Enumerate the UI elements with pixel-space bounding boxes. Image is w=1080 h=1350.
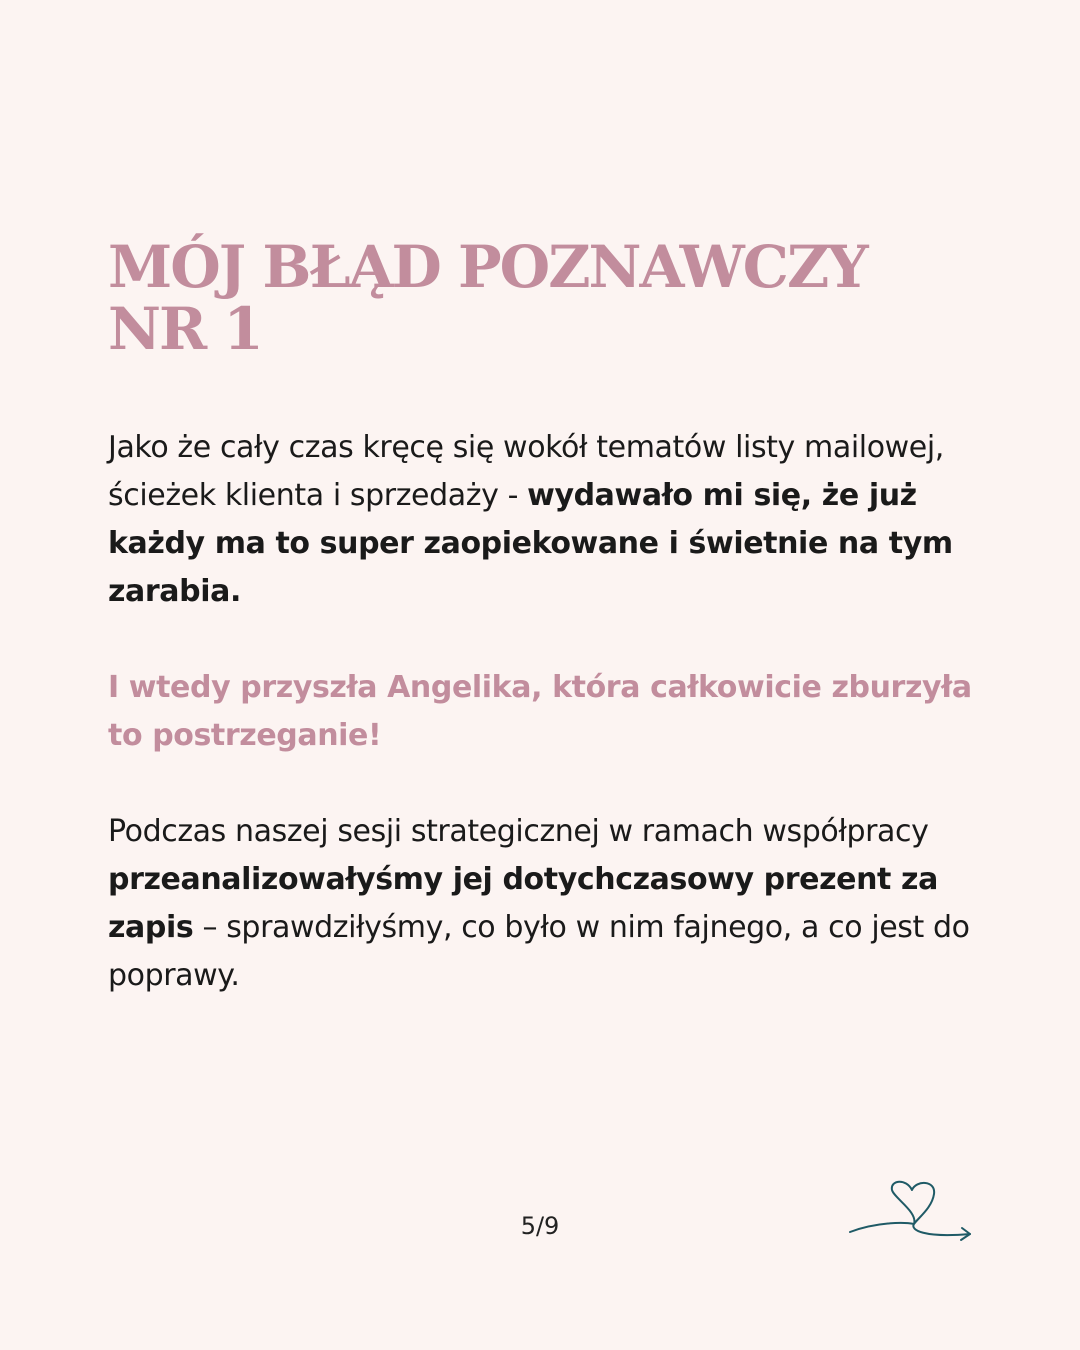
page-title-line-2: NR 1 bbox=[108, 295, 262, 363]
intro-paragraph-regular: Jako że cały czas kręcę się wokół tematów listy mailowej, ścieżek klienta i sprzedaży - bbox=[108, 430, 944, 513]
session-paragraph bbox=[108, 808, 988, 1000]
page-indicator: 5/9 bbox=[520, 1212, 560, 1240]
page-title bbox=[108, 233, 988, 363]
page-title-line-1: MÓJ BŁĄD POZNAWCZY bbox=[108, 233, 867, 301]
intro-paragraph-bold: wydawało mi się, że już każdy ma to super zaopiekowane i świetnie na tym zarabia. bbox=[108, 478, 953, 609]
intro-paragraph bbox=[108, 424, 988, 616]
session-paragraph-regular-2: – sprawdziłyśmy, co było w nim fajnego, a co jest do poprawy. bbox=[108, 910, 970, 993]
session-paragraph-bold: przeanalizowałyśmy jej dotychczasowy prezent za zapis bbox=[108, 862, 938, 945]
heart-arrow-icon bbox=[846, 1178, 976, 1248]
highlight-paragraph: I wtedy przyszła Angelika, która całkowicie zburzyła to postrzeganie! bbox=[108, 670, 972, 753]
session-paragraph-regular-1: Podczas naszej sesji strategicznej w ramach współpracy bbox=[108, 814, 929, 849]
